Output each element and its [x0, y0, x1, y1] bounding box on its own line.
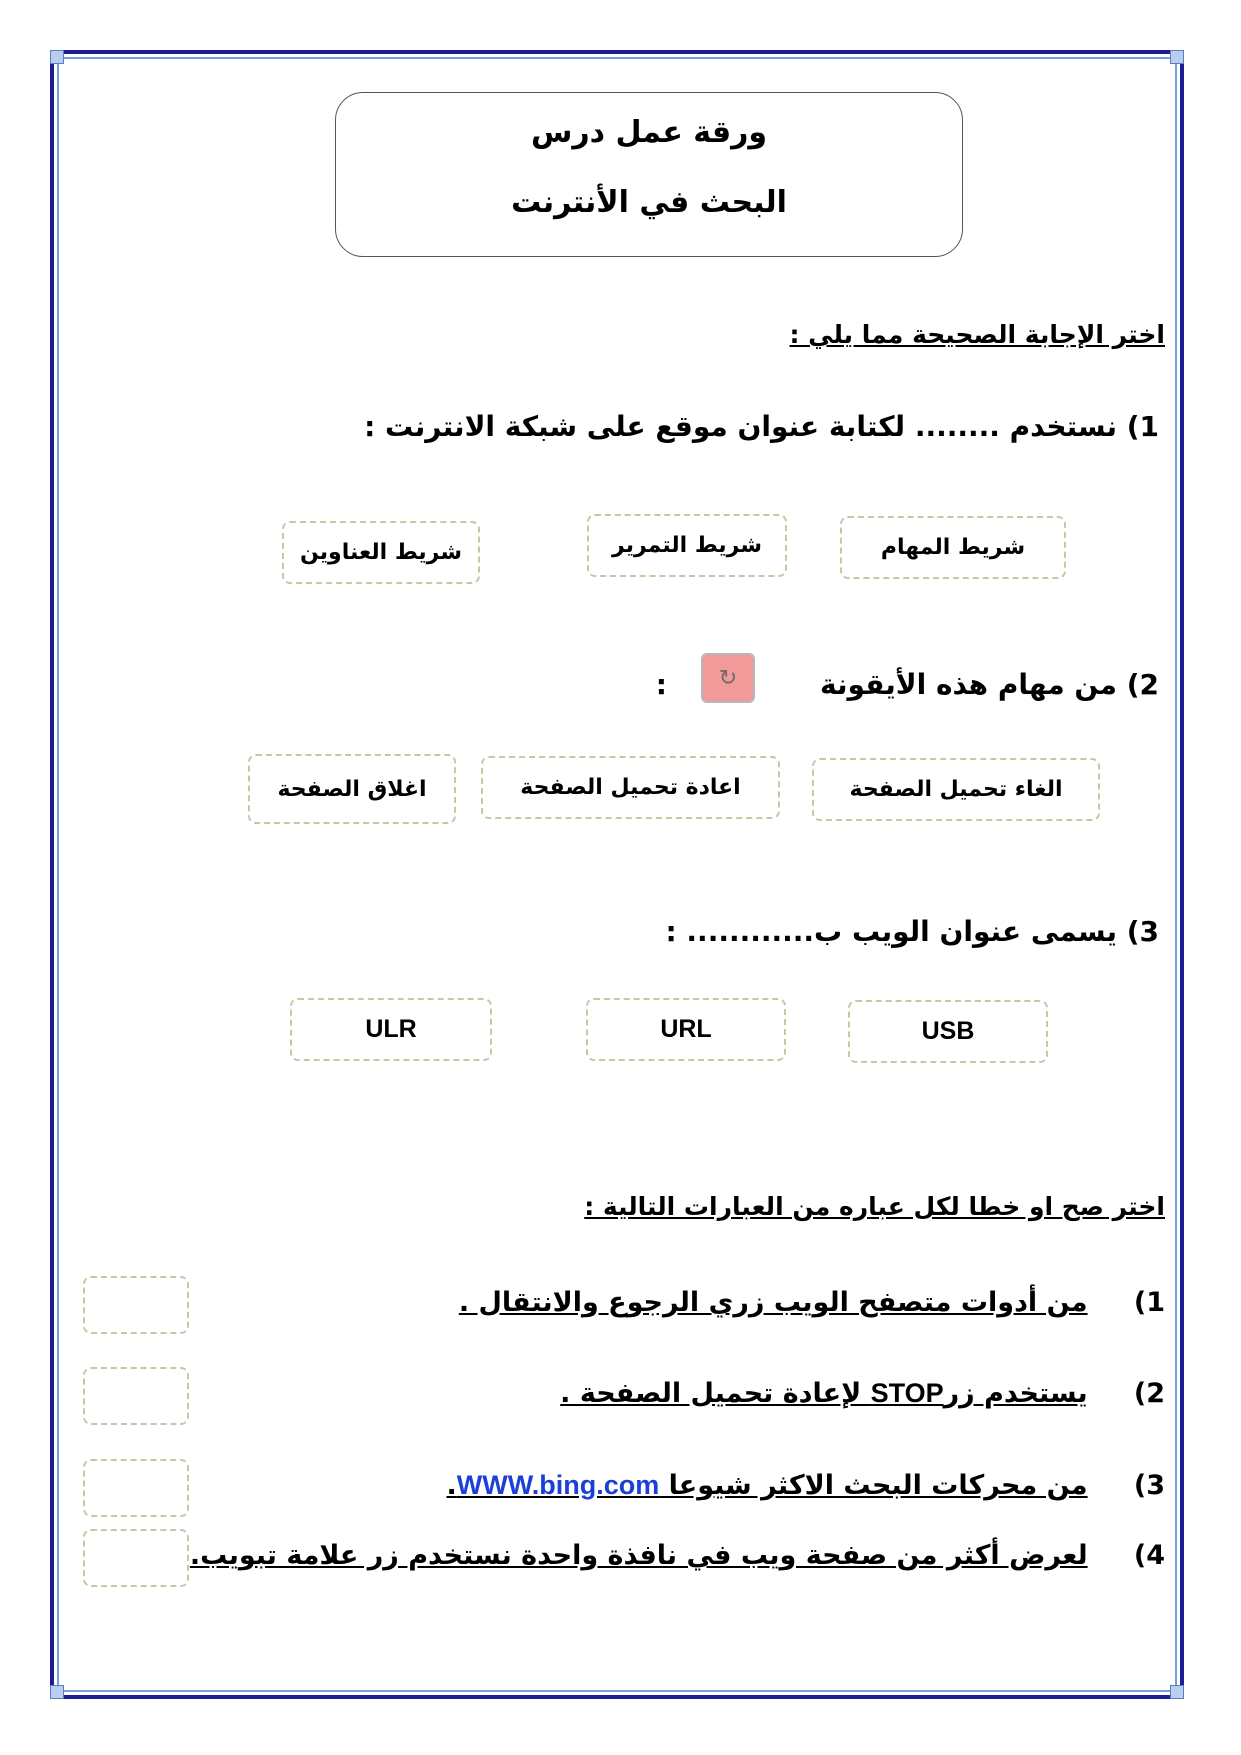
question-text: يسمى عنوان الويب ب............ :	[665, 915, 1117, 948]
answer-box-2[interactable]	[83, 1367, 189, 1425]
page-border-inner	[57, 57, 1177, 1692]
question-number: 2)	[1126, 668, 1159, 701]
option-2c[interactable]: اغلاق الصفحة	[248, 754, 456, 824]
option-3c[interactable]: ULR	[290, 998, 492, 1061]
answer-box-1[interactable]	[83, 1276, 189, 1334]
statement-number: 3)	[1133, 1470, 1165, 1501]
question-number: 3)	[1126, 915, 1159, 948]
title-line-1: ورقة عمل درس	[530, 115, 768, 150]
option-2b[interactable]: اعادة تحميل الصفحة	[481, 756, 780, 819]
statement-text-rest: .	[446, 1470, 457, 1501]
option-2a[interactable]: الغاء تحميل الصفحة	[812, 758, 1100, 821]
corner-ornament	[1170, 50, 1184, 64]
corner-ornament	[50, 1685, 64, 1699]
statement-text	[560, 1378, 1087, 1409]
title-line-2: البحث في الأنترنت	[511, 185, 787, 220]
option-3b[interactable]: URL	[586, 998, 786, 1061]
answer-box-3[interactable]	[83, 1459, 189, 1517]
statement-4	[190, 1540, 1165, 1571]
option-1a[interactable]: شريط المهام	[840, 516, 1066, 579]
option-1c[interactable]: شريط العناوين	[282, 521, 480, 584]
question-text: نستخدم ........ لكتابة عنوان موقع على شبكة الانترنت :	[364, 410, 1117, 443]
statement-text	[446, 1470, 1087, 1501]
statement-2	[560, 1378, 1165, 1409]
option-1b[interactable]: شريط التمرير	[587, 514, 787, 577]
question-2	[820, 668, 1159, 701]
reload-icon: ↻	[701, 653, 755, 703]
statement-number: 4)	[1133, 1540, 1165, 1571]
reload-button-image	[697, 649, 762, 709]
statement-1	[459, 1287, 1165, 1318]
statement-text: من أدوات متصفح الويب زري الرجوع والانتقال .	[458, 1287, 1088, 1318]
question-3	[665, 915, 1159, 948]
statement-text: لعرض أكثر من صفحة ويب في نافذة واحدة نستخدم زر علامة تبويب.	[189, 1540, 1088, 1571]
question-2-colon: :	[655, 668, 667, 701]
section2-heading: اختر صح او خطا لكل عباره من العبارات التالية :	[584, 1192, 1165, 1221]
corner-ornament	[1170, 1685, 1184, 1699]
title-box	[335, 92, 963, 257]
statement-text-rest: لإعادة تحميل الصفحة .	[560, 1378, 871, 1409]
statement-text-part: من محركات البحث الاكثر شيوعا	[659, 1470, 1088, 1501]
statement-text-part: يستخدم زر	[943, 1378, 1088, 1409]
statement-number: 1)	[1133, 1287, 1165, 1318]
question-1	[364, 410, 1159, 443]
question-text: من مهام هذه الأيقونة	[820, 668, 1117, 701]
corner-ornament	[50, 50, 64, 64]
section1-heading: اختر الإجابة الصحيحة مما يلي :	[789, 320, 1165, 349]
question-number: 1)	[1126, 410, 1159, 443]
stop-word: STOP	[870, 1378, 944, 1408]
answer-box-4[interactable]	[83, 1529, 189, 1587]
statement-number: 2)	[1133, 1378, 1165, 1409]
statement-3	[446, 1470, 1165, 1501]
option-3a[interactable]: USB	[848, 1000, 1048, 1063]
bing-link[interactable]: WWW.bing.com	[456, 1470, 660, 1500]
